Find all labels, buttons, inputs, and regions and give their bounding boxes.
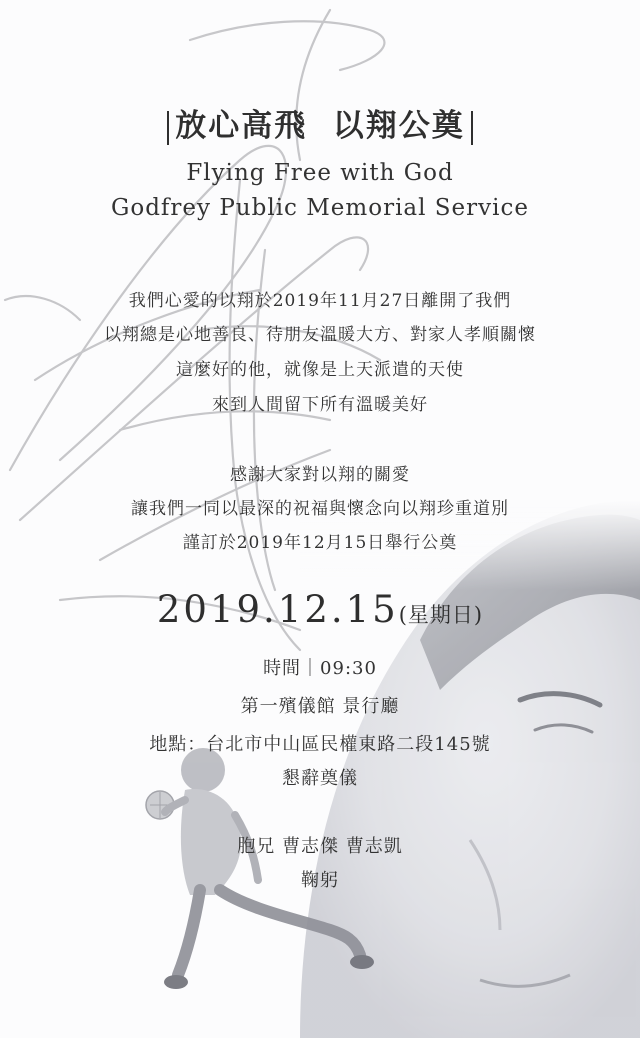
event-time: 時間｜09:30: [263, 658, 377, 679]
paragraph2-line-2: 讓我們一同以最深的祝福與懷念向以翔珍重道別: [131, 499, 509, 519]
event-weekday: (星期日): [398, 603, 484, 627]
paragraph2-line-3: 謹訂於2019年12月15日舉行公奠: [182, 533, 458, 553]
english-subtitle-line-2: Godfrey Public Memorial Service: [110, 195, 530, 221]
family-signature-line-2: 鞠躬: [301, 870, 339, 891]
title-bar-left: [167, 111, 169, 145]
event-date-value: 2019.12.15: [156, 588, 399, 631]
title-right: 以翔公奠: [332, 108, 465, 144]
paragraph1-line-3: 這麼好的他，就像是上天派遣的天使: [176, 360, 464, 380]
english-subtitle-line-1: Flying Free with God: [186, 160, 454, 186]
event-venue: 第一殯儀館 景行廳: [240, 696, 400, 717]
family-signature-line-1: 胞兄 曹志傑 曹志凱: [237, 836, 403, 857]
paragraph1-line-2: 以翔總是心地善良、待朋友溫暖大方、對家人孝順關懷: [104, 325, 536, 345]
paragraph2-line-1: 感謝大家對以翔的關愛: [230, 465, 410, 485]
paragraph1-line-1: 我們心愛的以翔於2019年11月27日離開了我們: [128, 291, 512, 311]
event-notice: 懇辭奠儀: [282, 768, 358, 789]
title-bar-right: [471, 111, 473, 145]
event-date: [0, 588, 640, 631]
paragraph1-line-4: 來到人間留下所有溫暖美好: [212, 395, 428, 415]
poster-title: [0, 100, 640, 145]
event-address: 地點：台北市中山區民權東路二段145號: [149, 734, 491, 755]
title-left: 放心高飛: [175, 108, 308, 144]
